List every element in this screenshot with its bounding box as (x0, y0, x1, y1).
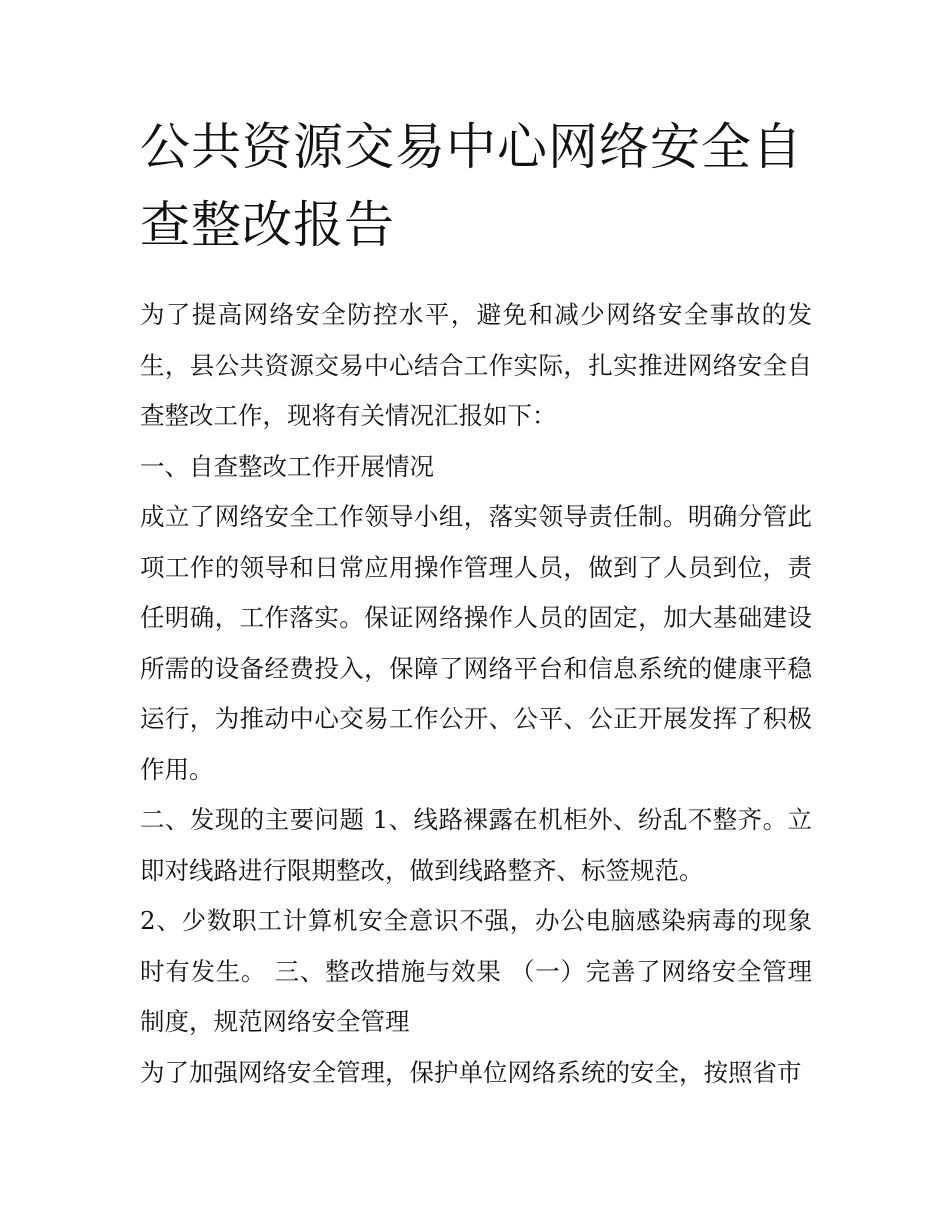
paragraph-section-3: 为了加强网络安全管理，保护单位网络系统的安全，按照省市 (140, 1057, 802, 1087)
section-heading-1: 一、自查整改工作开展情况 (140, 451, 434, 481)
paragraph-section-2-item-2: 2、少数职工计算机安全意识不强，办公电脑感染病毒的现象时有发生。 三、整改措施与效果 （一）完善了网络安全管理制度，规范网络安全管理 (140, 906, 812, 1036)
document-title: 公共资源交易中心网络安全自查整改报告 (140, 118, 803, 254)
paragraph-intro: 为了提高网络安全防控水平，避免和减少网络安全事故的发生，县公共资源交易中心结合工作实际，扎实推进网络安全自查整改工作，现将有关情况汇报如下： (140, 300, 812, 430)
document-page (140, 108, 812, 1098)
paragraph-section-2: 二、发现的主要问题 1、线路裸露在机柜外、纷乱不整齐。立即对线路进行限期整改，做到线路整齐、标签规范。 (140, 805, 812, 885)
paragraph-section-1: 成立了网络安全工作领导小组，落实领导责任制。明确分管此项工作的领导和日常应用操作管理人员，做到了人员到位，责任明确，工作落实。保证网络操作人员的固定，加大基础建设所需的设备经费投入，保障了网络平台和信息系统的健康平稳运行，为推动中心交易工作公开、公平、公正开展发挥了积极作用。 (140, 502, 812, 784)
